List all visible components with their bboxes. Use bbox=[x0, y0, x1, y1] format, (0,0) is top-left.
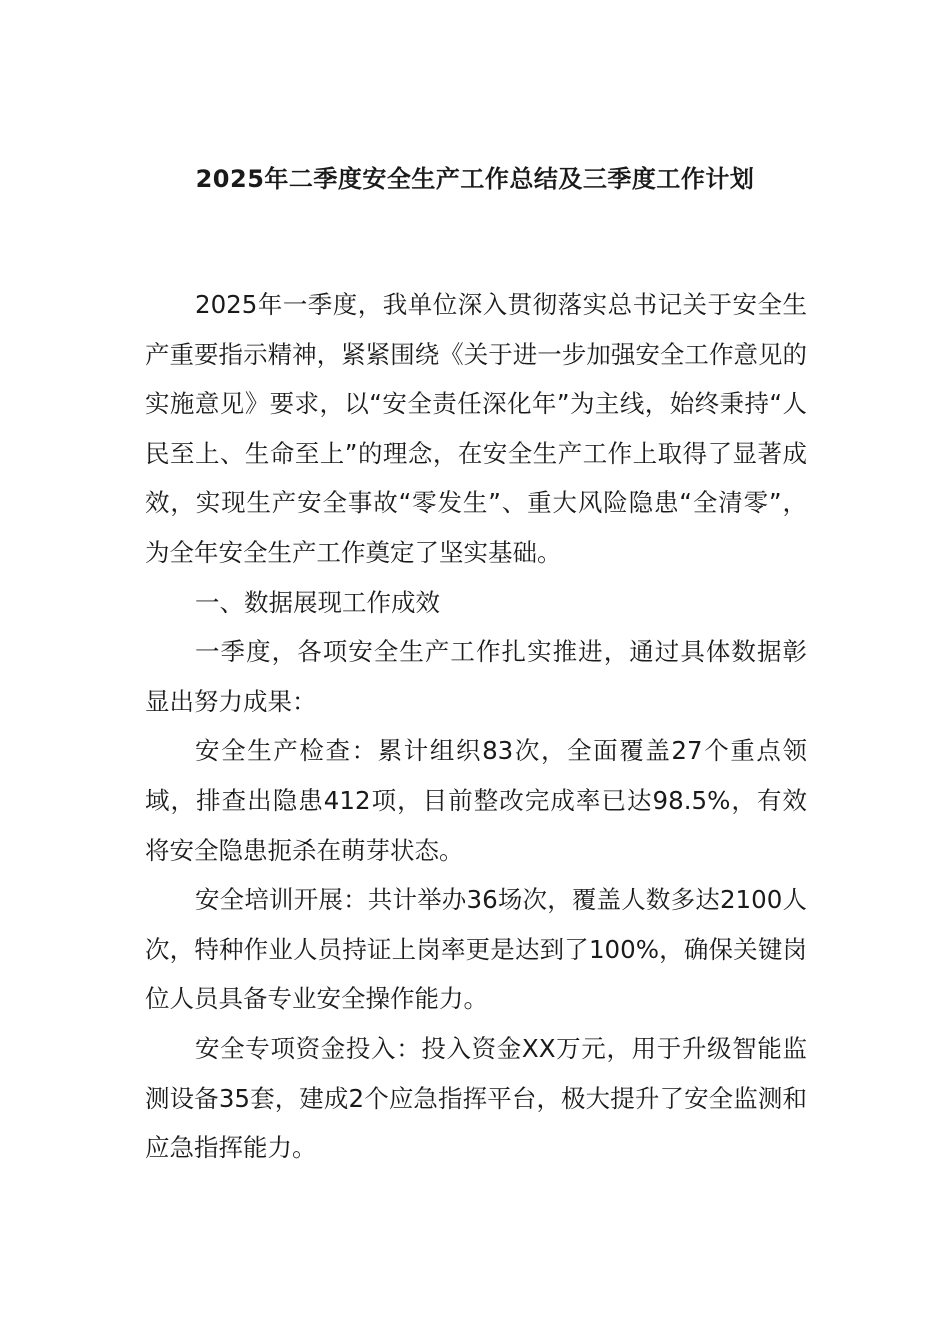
section-heading: 一、数据展现工作成效 bbox=[195, 587, 440, 617]
paragraph-summary: 一季度，各项安全生产工作扎实推进，通过具体数据彰显出努力成果： bbox=[145, 637, 807, 716]
paragraph-funding: 安全专项资金投入：投入资金XX万元，用于升级智能监测设备35套，建成2个应急指挥平台，极大提升了安全监测和应急指挥能力。 bbox=[145, 1033, 807, 1163]
document-body bbox=[145, 280, 807, 1173]
document-title: 2025年二季度安全生产工作总结及三季度工作计划 bbox=[195, 165, 755, 193]
paragraph-inspection: 安全生产检查：累计组织83次，全面覆盖27个重点领域，排查出隐患412项，目前整改完成率已达98.5%，有效将安全隐患扼杀在萌芽状态。 bbox=[145, 736, 807, 865]
paragraph-training: 安全培训开展：共计举办36场次，覆盖人数多达2100人次，特种作业人员持证上岗率更是达到了100%，确保关键岗位人员具备专业安全操作能力。 bbox=[145, 885, 807, 1014]
paragraph-intro: 2025年一季度，我单位深入贯彻落实总书记关于安全生产重要指示精神，紧紧围绕《关于进一步加强安全工作意见的实施意见》要求，以“安全责任深化年”为主线，始终秉持“人民至上、生命至上”的理念，在安全生产工作上取得了显著成效，实现生产安全事故“零发生”、重大风险隐患“全清零”，为全年安全生产工作奠定了坚实基础。 bbox=[145, 290, 807, 567]
